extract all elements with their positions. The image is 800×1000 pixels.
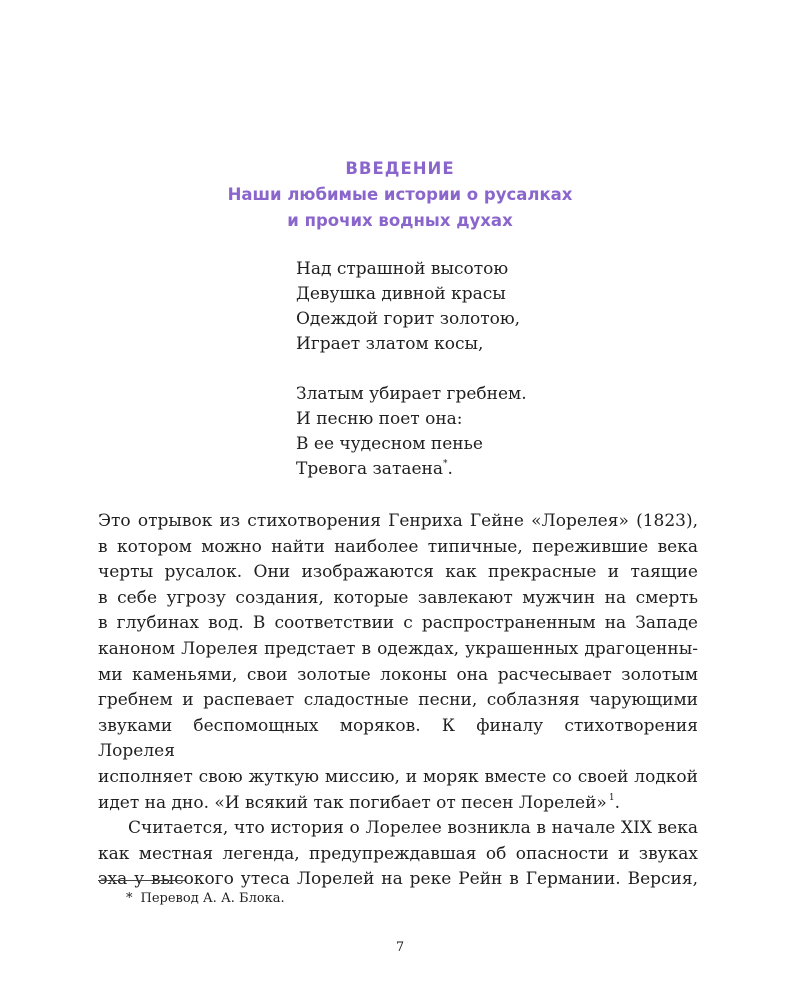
poem-stanza-2 <box>296 382 527 482</box>
footnote-marker: * <box>443 459 448 469</box>
chapter-title-line-2: и прочих водных духах <box>287 211 513 230</box>
footnote-divider <box>98 880 185 881</box>
body-line-text: идет на дно. «И всякий так погибает от песен Лорелей» <box>98 792 607 813</box>
poem-line: Над страшной высотою <box>296 259 509 279</box>
body-line: ми каменьями, свои золотые локоны она расчесывает золотым <box>98 664 698 685</box>
body-line: звуками беспомощных моряков. К финалу стихотворения Лорелея <box>98 715 698 762</box>
poem-line-text: Тревога затаена <box>296 459 444 479</box>
body-line: черты русалок. Они изображаются как прекрасные и таящие <box>98 562 698 583</box>
chapter-kicker: ВВЕДЕНИЕ <box>345 159 455 178</box>
footnote-mark: * <box>126 891 133 906</box>
poem-line: В ее чудесном пенье <box>296 434 483 454</box>
body-line: эха у высокого утеса Лорелей на реке Рейн в Германии. Версия, <box>98 869 698 890</box>
body-line: гребнем и распевает сладостные песни, соблазняя чарующими <box>98 690 698 711</box>
body-line: в глубинах вод. В соответствии с распространенным на Западе <box>98 613 698 634</box>
poem-line: И песню поет она: <box>296 409 463 429</box>
poem-end-punct: . <box>447 459 453 479</box>
body-line-para-end <box>98 791 698 817</box>
body-line: исполняет свою жуткую миссию, и моряк вместе со своей лодкой <box>98 766 698 787</box>
chapter-title-line-1: Наши любимые истории о русалках <box>227 185 573 204</box>
body-line: Это отрывок из стихотворения Генриха Гейне «Лорелея» (1823), <box>98 511 698 531</box>
page-number: 7 <box>395 940 405 955</box>
body-line: в котором можно найти наиболее типичные, пережившие века <box>98 536 698 557</box>
body-line: в себе угрозу создания, которые завлекают мужчин на смерть <box>98 587 698 608</box>
footnote-text: Перевод А. А. Блока. <box>140 891 285 906</box>
chapter-heading <box>0 156 800 234</box>
poem-epigraph <box>296 257 527 482</box>
poem-stanza-1 <box>296 257 527 357</box>
body-end-punct: . <box>614 792 620 813</box>
poem-line: Одеждой горит золотою, <box>296 309 521 329</box>
body-text <box>98 509 698 893</box>
poem-line-last <box>296 457 527 482</box>
body-line: как местная легенда, предупреждавшая об опасности и звуках <box>98 843 698 864</box>
footnote <box>126 890 285 908</box>
body-line: каноном Лорелея предстает в одеждах, украшенных драгоценны- <box>98 638 698 659</box>
poem-line: Девушка дивной красы <box>296 284 506 304</box>
poem-line: Играет златом косы, <box>296 334 484 354</box>
body-line-indent: Считается, что история о Лорелее возникла в начале XIX века <box>128 818 698 839</box>
poem-line: Златым убирает гребнем. <box>296 384 527 404</box>
reference-marker: 1 <box>608 792 615 803</box>
